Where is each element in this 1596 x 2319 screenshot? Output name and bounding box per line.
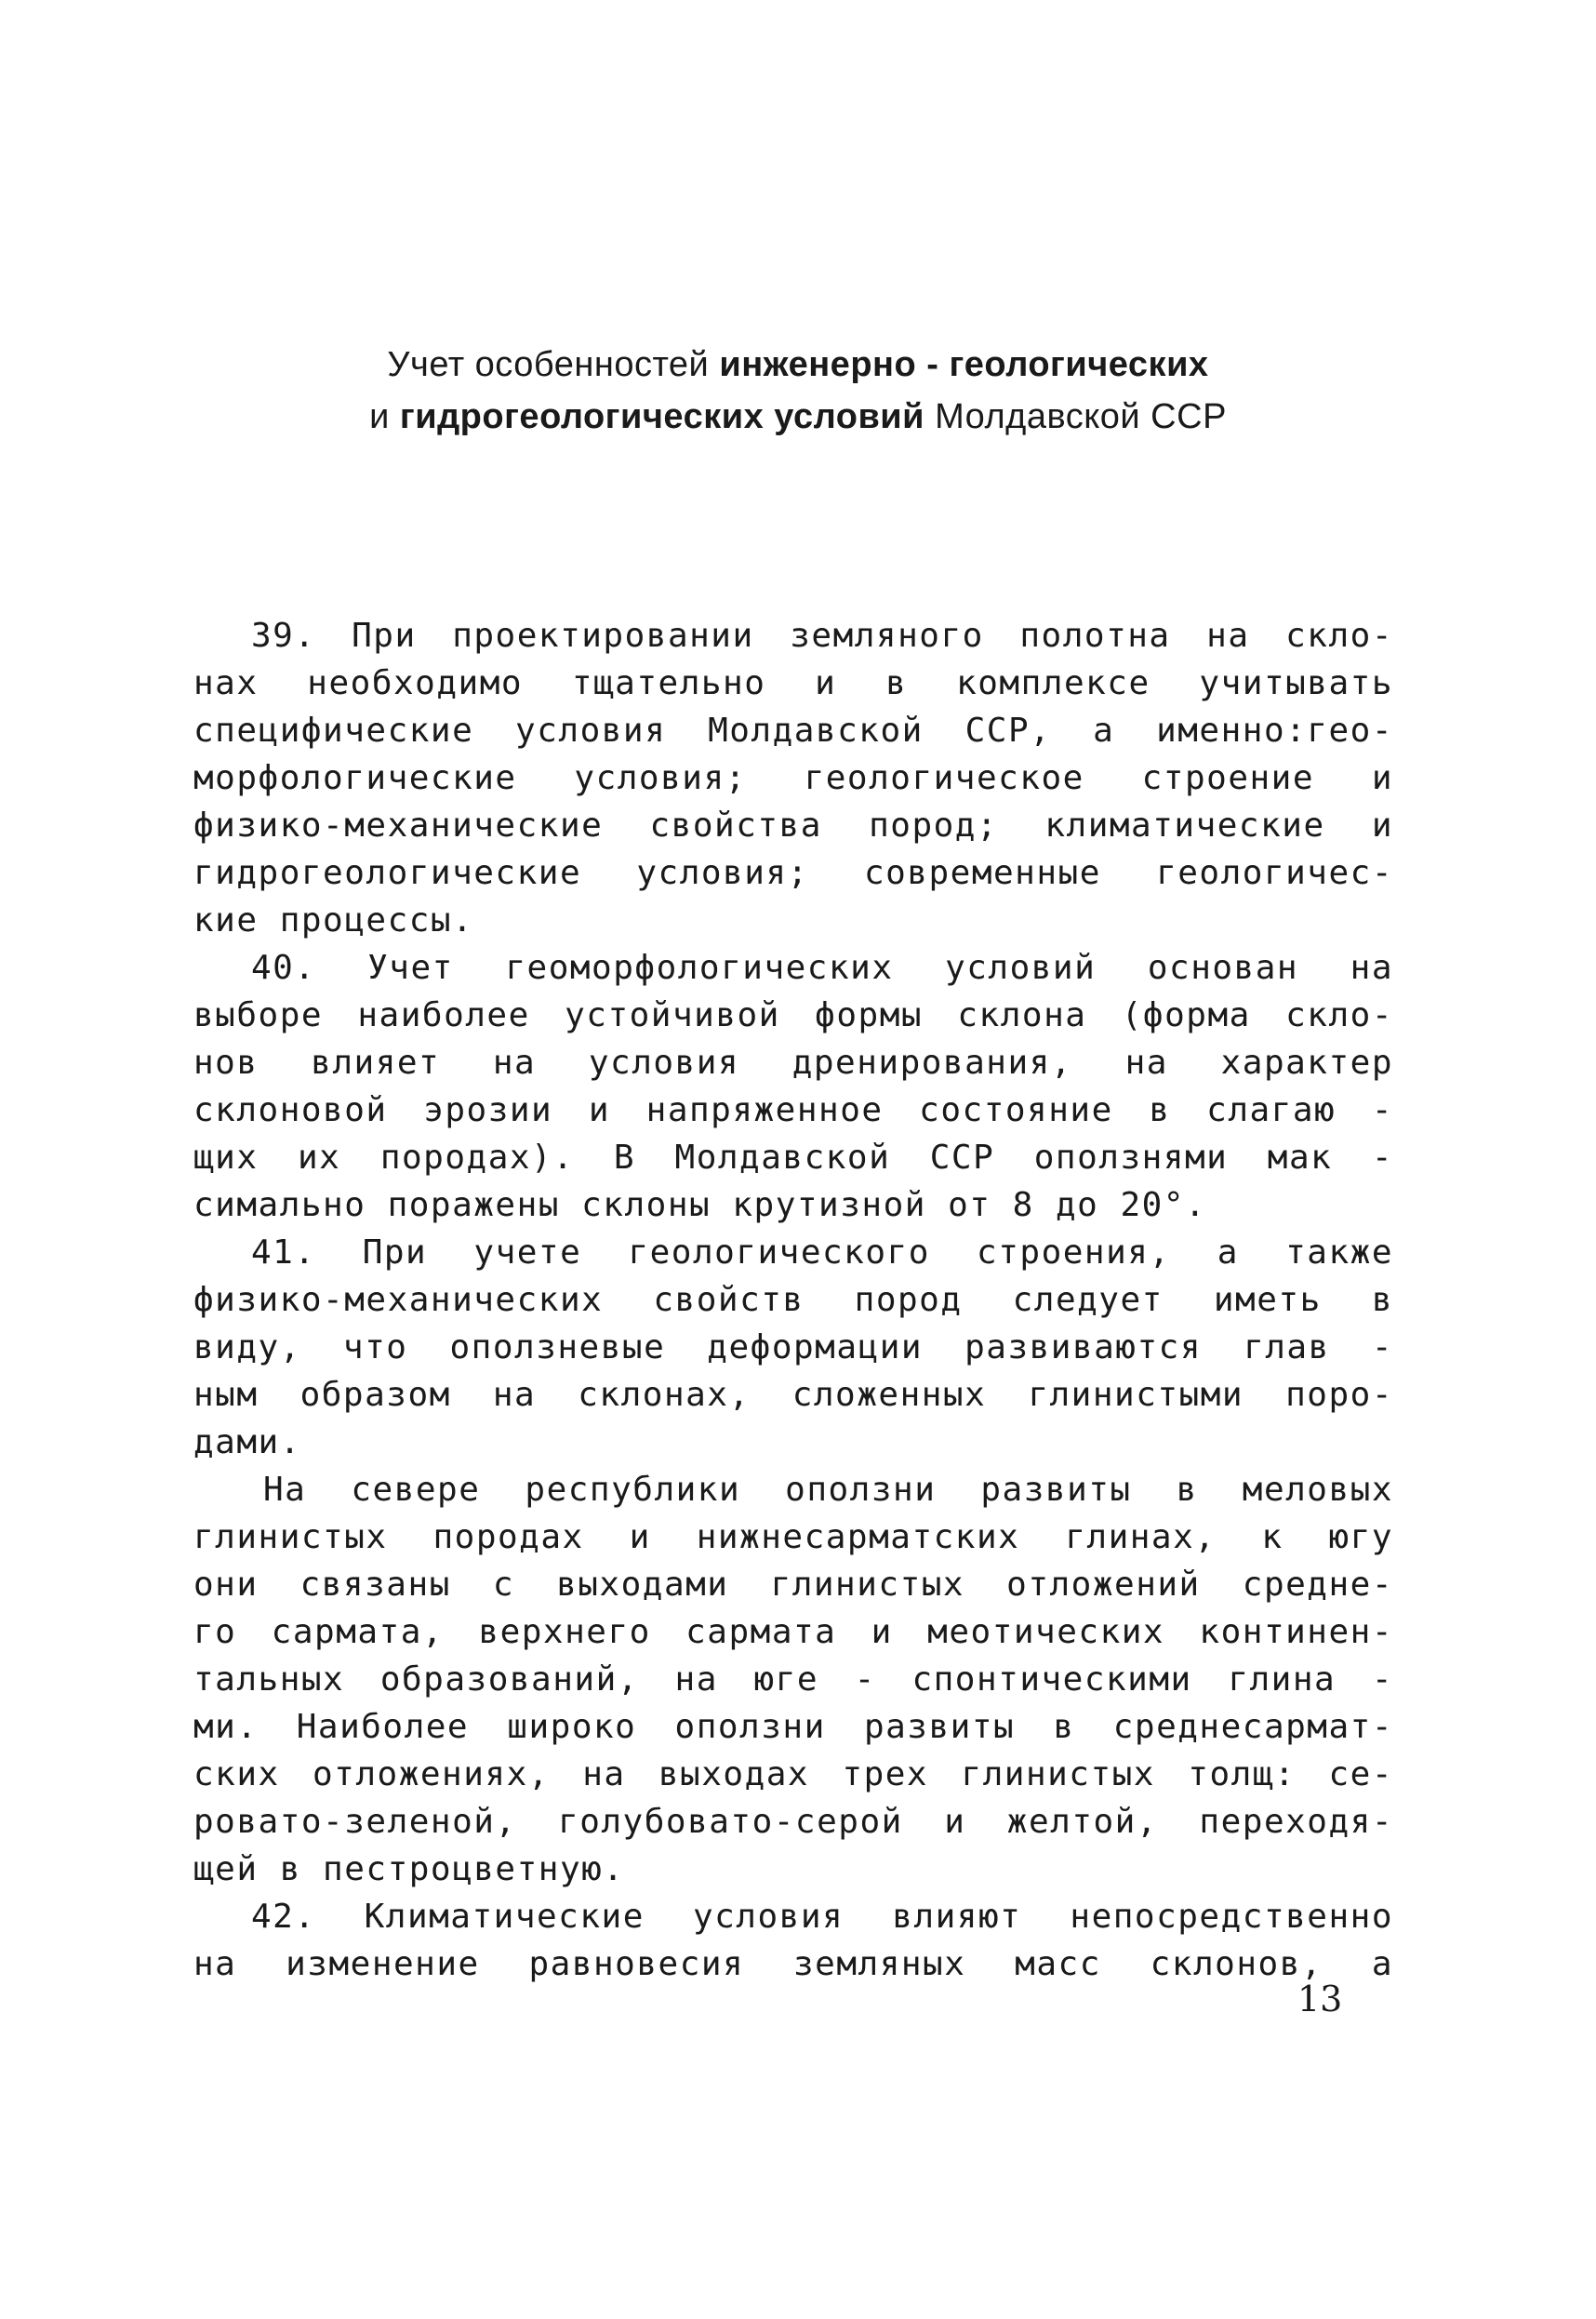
paragraph-line: 41. При учете геологического строения, а также <box>251 1233 1393 1272</box>
paragraph-line: щей в пестроцветную. <box>193 1850 625 1888</box>
paragraph-line: на изменение равновесия земляных масс склонов, а <box>193 1945 1393 1983</box>
paragraph-line: На севере республики оползни развиты в меловых <box>263 1471 1393 1509</box>
heading-line-1 <box>0 340 1596 390</box>
heading-text-bold: инженерно - геологических <box>719 345 1209 384</box>
paragraph-line: они связаны с выходами глинистых отложений средне- <box>193 1566 1393 1604</box>
paragraph-line: ми. Наиболее широко оползни развиты в среднесармат- <box>193 1708 1393 1746</box>
paragraph-line: виду, что оползневые деформации развиваются глав - <box>193 1328 1393 1366</box>
heading-text: Молдавской ССР <box>935 397 1227 436</box>
page-number: 13 <box>1297 1979 1343 2019</box>
paragraph-line: нов влияет на условия дренирования, на характер <box>193 1044 1393 1082</box>
paragraph-line: 40. Учет геоморфологических условий основан на <box>251 949 1393 987</box>
paragraph-line: ным образом на склонах, сложенных глинистыми поро- <box>193 1376 1393 1414</box>
paragraph-line: симально поражены склоны крутизной от 8 до 20°. <box>193 1186 1207 1224</box>
paragraph-line: 42. Климатические условия влияют непосредственно <box>251 1898 1393 1936</box>
paragraph-line: ских отложениях, на выходах трех глинистых толщ: се- <box>193 1755 1393 1793</box>
paragraph-line: физико-механические свойства пород; климатические и <box>193 806 1393 845</box>
paragraph-line: дами. <box>193 1423 301 1461</box>
heading-line-2 <box>0 392 1596 442</box>
paragraph-line: 39. При проектировании земляного полотна на скло- <box>251 617 1393 655</box>
paragraph-line: выборе наиболее устойчивой формы склона (форма скло- <box>193 996 1393 1034</box>
paragraph-line: специфические условия Молдавской ССР, а именно:гео- <box>193 712 1393 750</box>
paragraph-line: глинистых породах и нижнесарматских глинах, к югу <box>193 1518 1393 1556</box>
paragraph-line: кие процессы. <box>193 901 474 940</box>
paragraph-line: склоновой эрозии и напряженное состояние в слагаю - <box>193 1091 1393 1129</box>
paragraph-line: го сармата, верхнего сармата и меотических континен- <box>193 1613 1393 1651</box>
heading-text-bold: гидрогеологических условий <box>399 397 936 436</box>
paragraph-line: тальных образований, на юге - спонтическими глина - <box>193 1660 1393 1699</box>
paragraph-line: физико-механических свойств пород следует иметь в <box>193 1281 1393 1319</box>
heading-text: и <box>369 397 400 436</box>
paragraph-line: ровато-зеленой, голубовато-серой и желтой, переходя- <box>193 1803 1393 1841</box>
paragraph-line: морфологические условия; геологическое строение и <box>193 759 1393 797</box>
paragraph-line: нах необходимо тщательно и в комплексе учитывать <box>193 664 1393 702</box>
paragraph-line: щих их породах). В Молдавской ССР оползнями мак - <box>193 1139 1393 1177</box>
paragraph-line: гидрогеологические условия; современные геологичес- <box>193 854 1393 892</box>
heading-text: Учет особенностей <box>387 345 720 384</box>
